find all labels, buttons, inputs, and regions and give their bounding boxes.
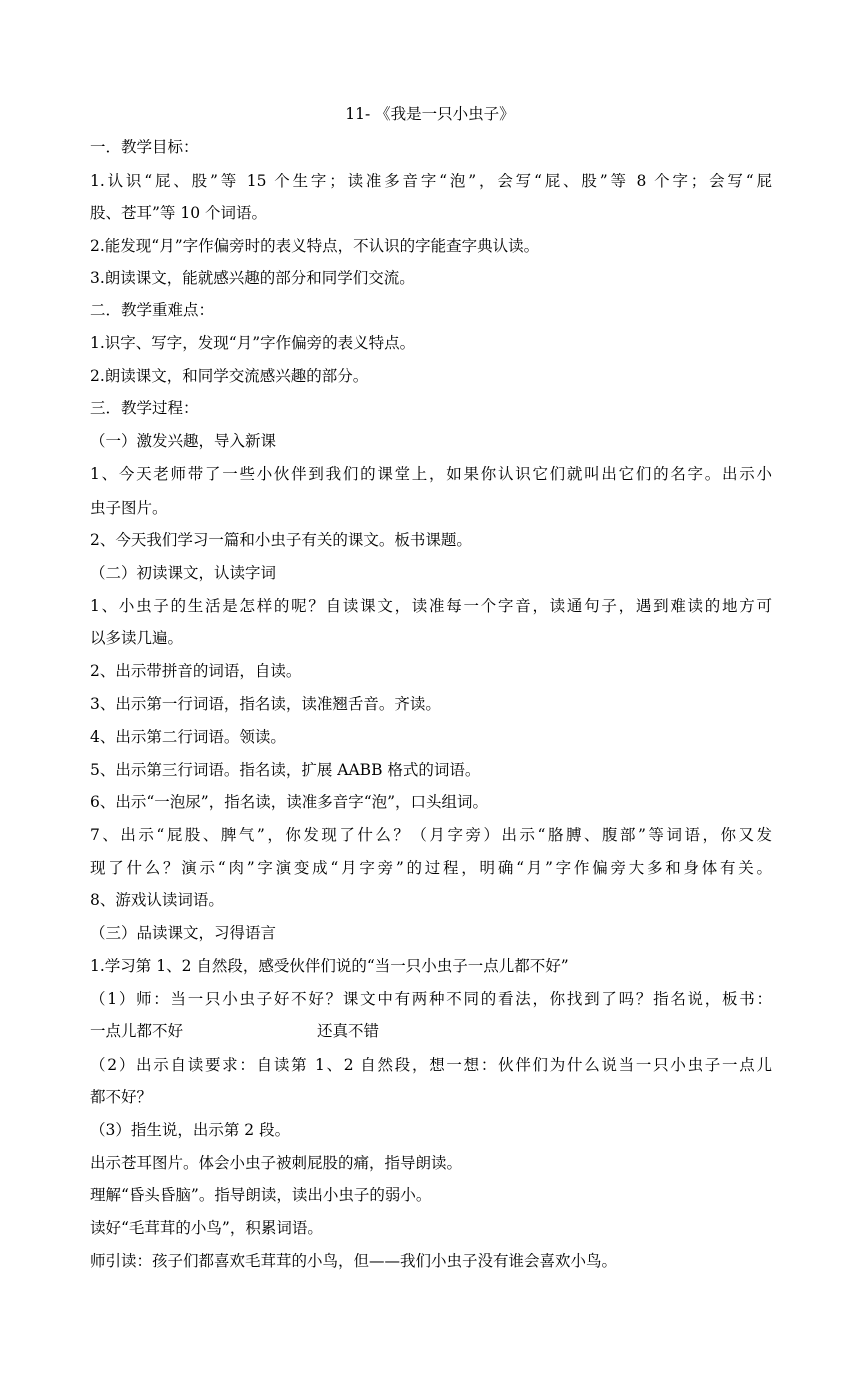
paragraph-line: 都不好？ <box>90 1088 153 1106</box>
subsection-heading: （一）激发兴趣，导入新课 <box>90 432 277 450</box>
section-heading: 一．教学目标： <box>90 138 199 156</box>
paragraph-line: 5、出示第三行词语。指名读，扩展 AABB 格式的词语。 <box>90 761 481 779</box>
paragraph-line: 7、出示“屁股、脾气”，你发现了什么？（月字旁）出示“胳膊、腹部”等词语，你又发 <box>90 826 772 844</box>
board-right-text: 还真不错 <box>317 1022 380 1040</box>
paragraph-line: 1、小虫子的生活是怎样的呢？自读课文，读准每一个字音，读通句子，遇到难读的地方可 <box>90 597 772 615</box>
page-title: 11- 《我是一只小虫子》 <box>345 105 515 123</box>
paragraph-line: （3）指生说，出示第 2 段。 <box>90 1121 291 1139</box>
paragraph-line: 2、今天我们学习一篇和小虫子有关的课文。板书课题。 <box>90 531 472 549</box>
board-left-text: 一点儿都不好 <box>90 1022 184 1040</box>
board-writing-line <box>90 1021 772 1041</box>
paragraph-line: 2、出示带拼音的词语，自读。 <box>90 662 302 680</box>
paragraph-line: 3.朗读课文，能就感兴趣的部分和同学们交流。 <box>90 269 415 287</box>
paragraph-line: 股、苍耳”等 10 个词语。 <box>90 204 268 222</box>
paragraph-line: 现了什么？演示“肉”字演变成“月字旁”的过程，明确“月”字作偏旁大多和身体有关。 <box>90 859 772 877</box>
paragraph-line: 理解“昏头昏脑”。指导朗读，读出小虫子的弱小。 <box>90 1186 432 1204</box>
paragraph-line: 2.能发现“月”字作偏旁时的表义特点，不认识的字能查字典认读。 <box>90 237 540 255</box>
paragraph-line: 1.认识“屁、股”等 15 个生字；读准多音字“泡”，会写“屁、股”等 8 个字；会写“屁 <box>90 172 772 190</box>
paragraph-line: 1、今天老师带了一些小伙伴到我们的课堂上，如果你认识它们就叫出它们的名字。出示小 <box>90 465 772 483</box>
paragraph-line: 1.识字、写字，发现“月”字作偏旁的表义特点。 <box>90 334 416 352</box>
section-heading: 二．教学重难点： <box>90 301 215 319</box>
paragraph-line: 读好“毛茸茸的小鸟”，积累词语。 <box>90 1219 323 1237</box>
paragraph-line: 6、出示“一泡尿”，指名读，读准多音字“泡”，口头组词。 <box>90 793 489 811</box>
paragraph-line: 3、出示第一行词语，指名读，读准翘舌音。齐读。 <box>90 695 441 713</box>
subsection-heading: （三）品读课文，习得语言 <box>90 924 277 942</box>
paragraph-line: 1.学习第 1、2 自然段，感受伙伴们说的“当一只小虫子一点儿都不好” <box>90 957 569 975</box>
paragraph-line: 出示苍耳图片。体会小虫子被刺屁股的痛，指导朗读。 <box>90 1154 463 1172</box>
subsection-heading: （二）初读课文，认读字词 <box>90 564 277 582</box>
paragraph-line: 2.朗读课文，和同学交流感兴趣的部分。 <box>90 367 369 385</box>
paragraph-line: （1）师：当一只小虫子好不好？课文中有两种不同的看法，你找到了吗？指名说，板书： <box>90 990 772 1008</box>
paragraph-line: 以多读几遍。 <box>90 629 184 647</box>
paragraph-line: 虫子图片。 <box>90 499 168 517</box>
paragraph-line: 4、出示第二行词语。领读。 <box>90 728 286 746</box>
paragraph-line: 8、游戏认读词语。 <box>90 891 224 909</box>
paragraph-line: 师引读：孩子们都喜欢毛茸茸的小鸟，但——我们小虫子没有谁会喜欢小鸟。 <box>90 1252 618 1270</box>
paragraph-line: （2）出示自读要求：自读第 1、2 自然段，想一想：伙伴们为什么说当一只小虫子一点儿 <box>90 1056 772 1074</box>
section-heading: 三．教学过程： <box>90 399 199 417</box>
